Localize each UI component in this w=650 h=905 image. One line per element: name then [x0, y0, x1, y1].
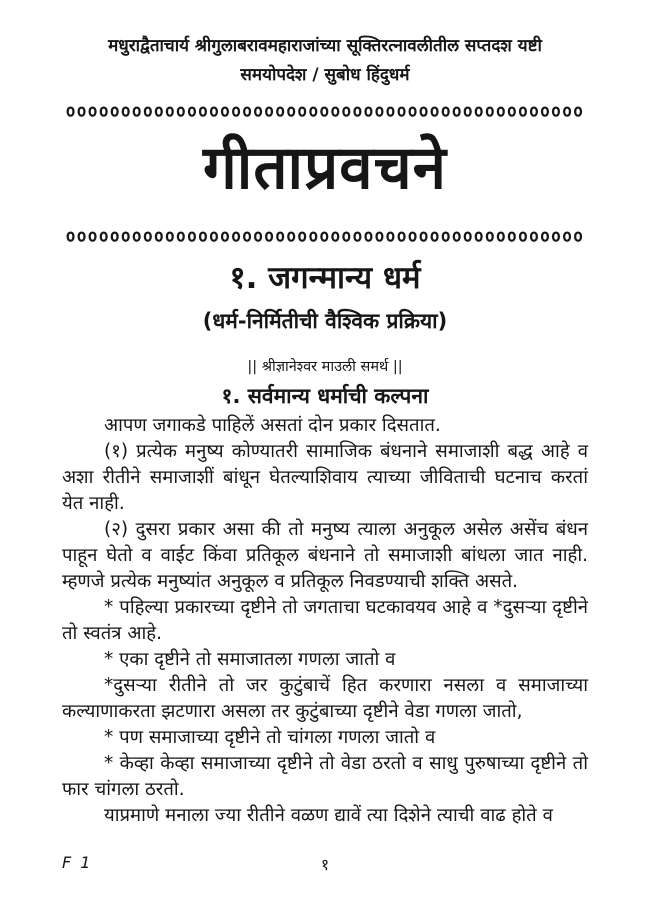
header-line-2: समयोपदेश / सुबोध हिंदुधर्म: [240, 65, 410, 85]
body-paragraph: *दुसऱ्या रीतीने तो जर कुटुंबाचें हित करणारा नसला व समाजाच्या कल्याणाकरता झटणारा असला तर कुटुंबाच्या दृष्टीने वेडा गणला जातो,: [62, 675, 588, 722]
chapter-subtitle: (धर्म-निर्मितीची वैश्विक प्रक्रिया): [202, 309, 448, 333]
chapter-title: १. जगन्मान्य धर्म: [229, 260, 421, 296]
invocation-line: || श्रीज्ञानेश्वर माउली समर्थ ||: [247, 359, 403, 375]
body-paragraph: आपण जगाकडे पाहिलें असतां दोन प्रकार दिसतात.: [104, 415, 441, 436]
body-paragraph: * पहिल्या प्रकारच्या दृष्टीने तो जगताचा घटकावयव आहे व *दुसऱ्या दृष्टीने तो स्वतंत्र आहे.: [62, 597, 588, 644]
page-number: १: [320, 855, 330, 874]
body-paragraph: (१) प्रत्येक मनुष्य कोण्यातरी सामाजिक बंधनाने समाजाशी बद्ध आहे व अशा रीतीने समाजाशीं बांधून घेतल्याशिवाय त्याच्या जीविताची घटनाच करतां येत नाही.: [62, 441, 588, 514]
body-paragraph: (२) दुसरा प्रकार असा की तो मनुष्य त्याला अनुकूल असेल असेंच बंधन पाहून घेतो व वाईट किंवा प्रतिकूल बंधनाने तो समाजाशी बांधला जात नाही. म्हणजे प्रत्येक मनुष्यांत अनुकूल व प्रतिकूल निवडण्याची शक्ति असते.: [62, 519, 588, 592]
body-paragraph: * पण समाजाच्या दृष्टीने तो चांगला गणला जातो व: [104, 727, 436, 748]
page-footer: [62, 853, 588, 877]
body-paragraph: * एका दृष्टीने तो समाजातला गणला जातो व: [104, 649, 396, 670]
body-paragraph: * केव्हा केव्हा समाजाच्या दृष्टीने तो वेडा ठरतो व साधु पुरुषाच्या दृष्टीने तो फार चांगला ठरतो.: [62, 753, 588, 800]
body-paragraph: याप्रमाणे मनाला ज्या रीतीने वळण द्यावें त्या दिशेने त्याची वाढ होते व: [104, 805, 553, 826]
book-title: गीताप्रवचने: [203, 133, 447, 203]
running-header: [62, 32, 588, 90]
ornament-border-bottom: ooooooooooooooooooooooooooooooooooooooooooooooo: [65, 227, 585, 245]
header-line-1: मधुराद्वैताचार्य श्रीगुलाबरावमहाराजांच्या सूक्तिरत्नावलीतील सप्तदश यष्टी: [108, 36, 542, 56]
section-heading: १. सर्वमान्य धर्माची कल्पना: [221, 384, 429, 408]
body-text: [62, 413, 588, 829]
ornament-border-top: ooooooooooooooooooooooooooooooooooooooooooooooo: [65, 102, 585, 120]
folio-mark: F 1: [62, 853, 93, 872]
